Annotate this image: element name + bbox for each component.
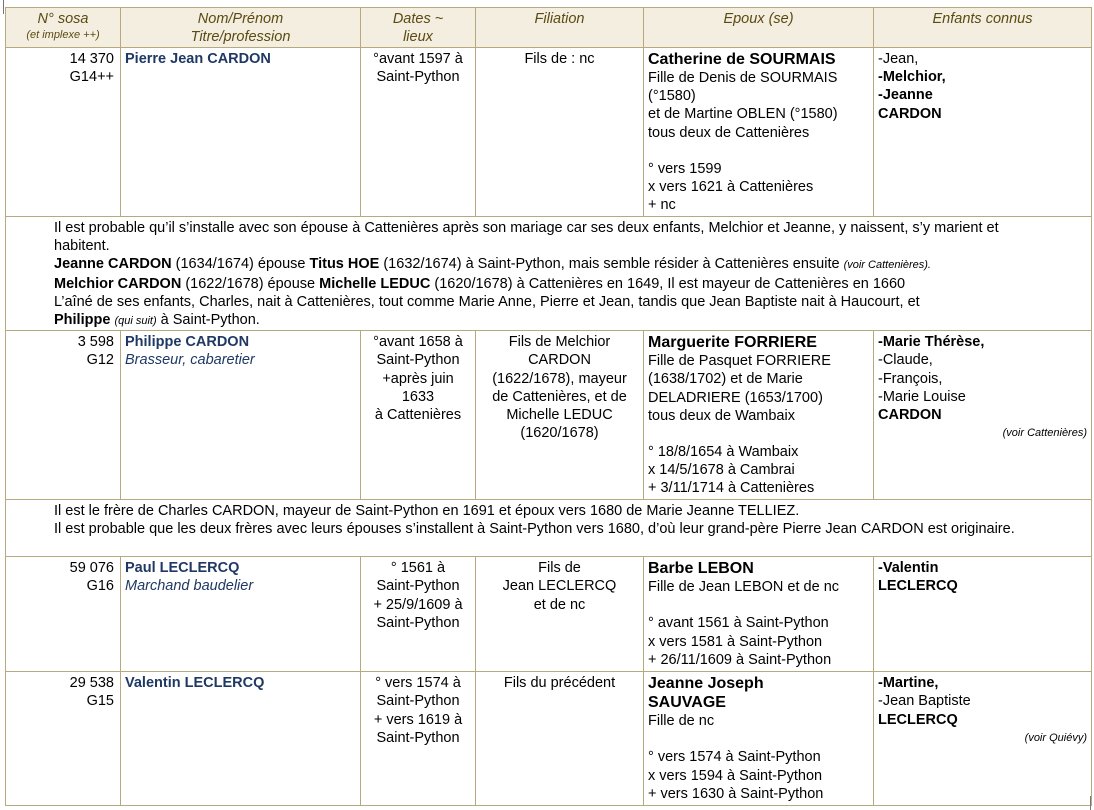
name-cell: Paul LECLERCQ Marchand baudelier	[121, 557, 361, 672]
name-cell: Valentin LECLERCQ	[121, 672, 361, 806]
children-cell: -Jean, -Melchior, -Jeanne CARDON	[874, 48, 1092, 217]
entry-row-philippe	[6, 331, 1092, 500]
spouse-cell: Marguerite FORRIERE Fille de Pasquet FORRIERE (1638/1702) et de Marie DELADRIERE (1653/1700) tous deux de Wambaix ° 18/8/1654 à Wambaix x 14/5/1678 à Cambrai + 3/11/1714 à Cattenières	[644, 331, 874, 500]
entry-row-paul	[6, 557, 1092, 672]
name-cell: Philippe CARDON Brasseur, cabaretier	[121, 331, 361, 500]
header-row	[6, 8, 1092, 48]
sosa-cell: 59 076 G16	[6, 557, 121, 672]
dates-cell: ° vers 1574 à Saint-Python + vers 1619 à Saint-Python	[361, 672, 476, 806]
sosa-cell: 3 598 G12	[6, 331, 121, 500]
narrative-row-2	[6, 500, 1092, 557]
header-children: Enfants connus	[874, 8, 1092, 48]
header-spouse: Epoux (se)	[644, 8, 874, 48]
sosa-cell: 14 370 G14++	[6, 48, 121, 217]
children-cell: -Marie Thérèse, -Claude, -François, -Marie Louise CARDON (voir Cattenières)	[874, 331, 1092, 500]
dates-cell: °avant 1658 à Saint-Python +après juin 1633 à Cattenières	[361, 331, 476, 500]
header-filiation: Filiation	[476, 8, 644, 48]
filiation-cell: Fils de Jean LECLERCQ et de nc	[476, 557, 644, 672]
header-dates: Dates ~ lieux	[361, 8, 476, 48]
dates-cell: °avant 1597 à Saint-Python	[361, 48, 476, 217]
filiation-cell: Fils de : nc	[476, 48, 644, 217]
dates-cell: ° 1561 à Saint-Python + 25/9/1609 à Saint-Python	[361, 557, 476, 672]
filiation-cell: Fils de Melchior CARDON (1622/1678), mayeur de Cattenières, et de Michelle LEDUC (1620/1678)	[476, 331, 644, 500]
narrative-cell: Il est le frère de Charles CARDON, mayeur de Saint-Python en 1691 et époux vers 1680 de Marie Jeanne TELLIEZ. Il est probable que les deux frères avec leurs épouses s’installent à Saint-Python vers 1680, d’où leur grand-père Pierre Jean CARDON est originaire.	[6, 500, 1092, 557]
genealogy-table	[5, 7, 1092, 806]
children-cell: -Martine, -Jean Baptiste LECLERCQ (voir Quiévy)	[874, 672, 1092, 806]
sosa-cell: 29 538 G15	[6, 672, 121, 806]
header-name: Nom/Prénom Titre/profession	[121, 8, 361, 48]
corner-mark-left	[3, 0, 4, 14]
spouse-cell: Catherine de SOURMAIS Fille de Denis de SOURMAIS (°1580) et de Martine OBLEN (°1580) tous deux de Cattenières ° vers 1599 x vers 1621 à Cattenières + nc	[644, 48, 874, 217]
spouse-cell: Barbe LEBON Fille de Jean LEBON et de nc ° avant 1561 à Saint-Python x vers 1581 à Saint-Python + 26/11/1609 à Saint-Python	[644, 557, 874, 672]
spouse-cell: Jeanne Joseph SAUVAGE Fille de nc ° vers 1574 à Saint-Python x vers 1594 à Saint-Python + vers 1630 à Saint-Python	[644, 672, 874, 806]
entry-row-valentin	[6, 672, 1092, 806]
name-cell: Pierre Jean CARDON	[121, 48, 361, 217]
narrative-cell: Il est probable qu’il s’installe avec son épouse à Cattenières après son mariage car ses deux enfants, Melchior et Jeanne, y naissent, s’y marient et habitent. Jeanne CARDON (1634/1674) épouse Titus HOE (1632/1674) à Saint-Python, mais semble résider à Cattenières ensuite (voir Cattenières). Melchior CARDON (1622/1678) épouse Michelle LEDUC (1620/1678) à Cattenières en 1649, Il est mayeur de Cattenières en 1660 L’aîné de ses enfants, Charles, nait à Cattenières, tout comme Marie Anne, Pierre et Jean, tandis que Jean Baptiste nait à Haucourt, et Philippe (qui suit) à Saint-Python.	[6, 217, 1092, 331]
children-cell: -Valentin LECLERCQ	[874, 557, 1092, 672]
narrative-row-1	[6, 217, 1092, 331]
header-sosa: N° sosa (et implexe ++)	[6, 8, 121, 48]
filiation-cell: Fils du précédent	[476, 672, 644, 806]
entry-row-pierre	[6, 48, 1092, 217]
